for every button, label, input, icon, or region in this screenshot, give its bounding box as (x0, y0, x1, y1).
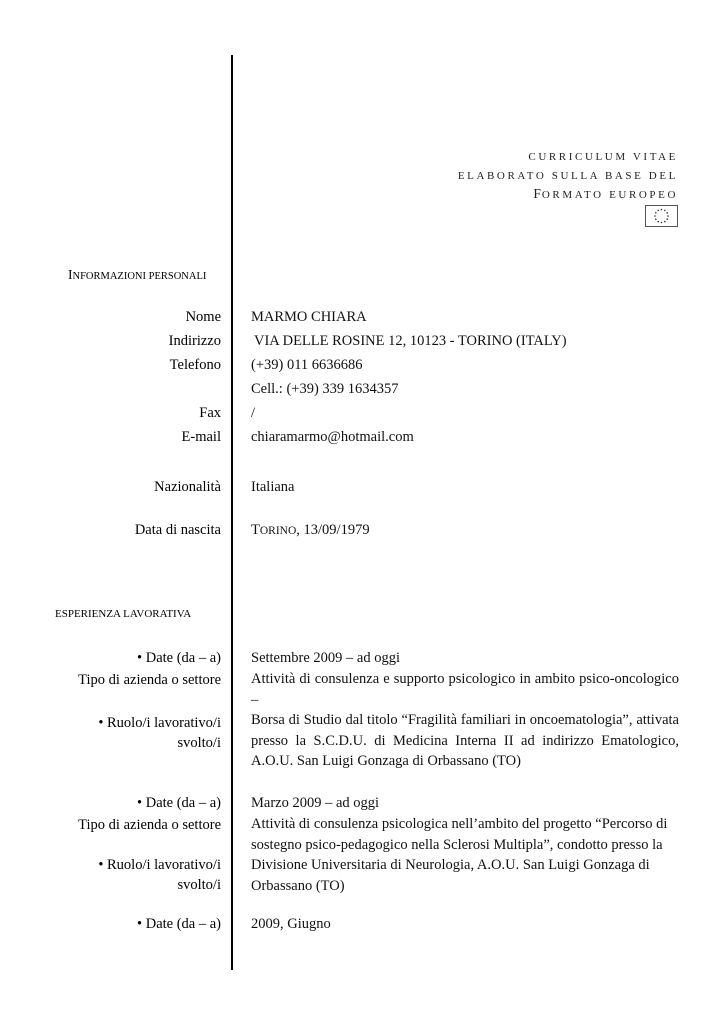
eu-flag-icon (645, 205, 678, 227)
label-ruolo-line-2: svolto/i (177, 735, 221, 751)
entry-1-tipo: Attività di consulenza e supporto psicologico in ambito psico-oncologico – (251, 671, 679, 708)
label-email: E-mail (181, 429, 221, 445)
section-title-work-experience: ESPERIENZA LAVORATIVA (55, 608, 192, 620)
label-indirizzo: Indirizzo (168, 333, 221, 349)
value-cellulare: Cell.: (+39) 339 1634357 (251, 381, 399, 397)
entry-2-date: Marzo 2009 – ad oggi (251, 795, 380, 811)
label-tipo-azienda: Tipo di azienda o settore (78, 672, 221, 688)
label-nazionalita: Nazionalità (154, 479, 221, 495)
cv-title-line-2: ELABORATO SULLA BASE DEL (457, 170, 678, 182)
value-nazionalita: Italiana (251, 479, 295, 495)
value-indirizzo: VIA DELLE ROSINE 12, 10123 - TORINO (ITALY) (254, 333, 567, 349)
section-title-personal-info: INFORMAZIONI PERSONALI (68, 267, 207, 282)
cv-title-line-1: CURRICULUM VITAE (528, 151, 678, 163)
label-date: • Date (da – a) (137, 916, 221, 932)
label-ruolo-line-1: • Ruolo/i lavorativo/i (98, 715, 221, 731)
value-telefono: (+39) 011 6636686 (251, 357, 363, 373)
label-date: • Date (da – a) (137, 795, 221, 811)
label-fax: Fax (199, 405, 221, 421)
value-data-nascita: TORINO, 13/09/1979 (251, 522, 370, 538)
entry-1-ruolo: Borsa di Studio dal titolo “Fragilità familiari in oncoematologia”, attivata presso la S.C.D.U. di Medicina Interna II ad indirizzo Ematologico, A.O.U. San Luigi Gonzaga di Orbassano (TO) (251, 712, 679, 769)
label-ruolo-line-2: svolto/i (177, 877, 221, 893)
label-data-nascita: Data di nascita (134, 522, 221, 538)
value-email: chiaramarmo@hotmail.com (251, 429, 414, 445)
value-nome: MARMO CHIARA (251, 309, 367, 325)
label-date: • Date (da – a) (137, 650, 221, 666)
entry-1-date: Settembre 2009 – ad oggi (251, 650, 401, 666)
cv-title-line-3: FORMATO EUROPEO (533, 186, 678, 201)
label-tipo-azienda: Tipo di azienda o settore (78, 817, 221, 833)
entry-2-tipo: Attività di consulenza psicologica nell’ambito del progetto “Percorso di sostegno psico-pedagogico nella Sclerosi Multipla”, condotto presso la Divisione Universitaria di Neurologia, A.O.U. San Luigi Gonzaga di Orbassano (TO) (251, 816, 668, 894)
label-nome: Nome (185, 309, 221, 325)
label-telefono: Telefono (169, 357, 221, 373)
entry-3-date: 2009, Giugno (251, 916, 331, 932)
vertical-divider (231, 55, 233, 970)
value-fax: / (251, 405, 256, 421)
label-ruolo-line-1: • Ruolo/i lavorativo/i (98, 857, 221, 873)
